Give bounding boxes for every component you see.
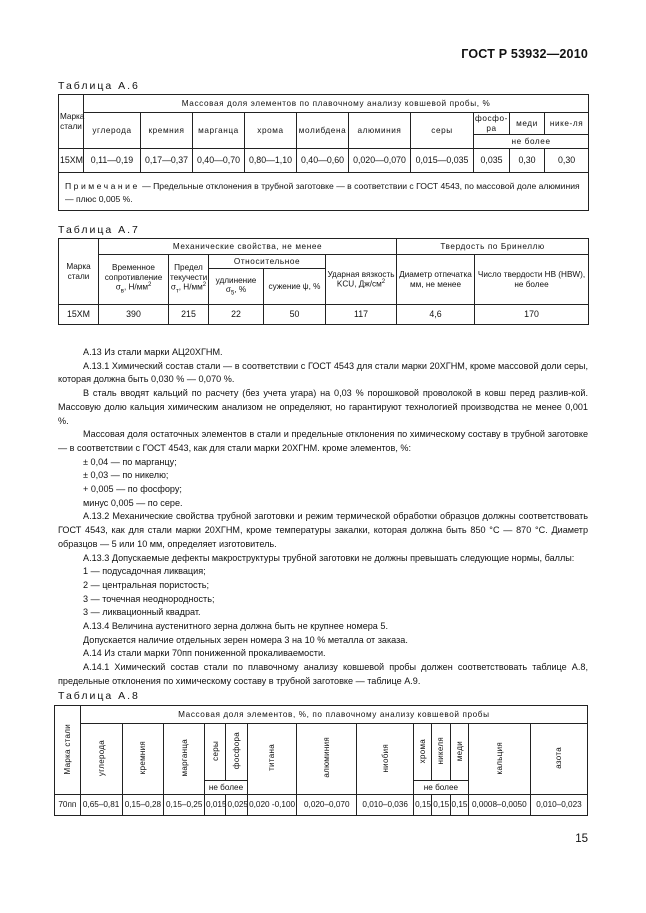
- list-item: 2 — центральная пористость;: [83, 579, 210, 590]
- paragraph: А.13.3 Допускаемые дефекты макроструктуры трубной заготовки не должны превышать следующие нормы, баллы:: [83, 552, 575, 563]
- table-a7-col-contraction: сужение ψ, %: [264, 269, 326, 305]
- table-a8-col-niobium: ниобия: [357, 724, 414, 795]
- table-a7-cell: 390: [99, 305, 169, 325]
- table-a6-col-copper: меди: [510, 113, 545, 135]
- table-a7-cell: 50: [264, 305, 326, 325]
- table-a8-not-more: не более: [414, 781, 469, 795]
- table-a8-cell: 0,020–0,070: [297, 795, 357, 816]
- paragraph: А.13.1 Химический состав стали — в соответствии с ГОСТ 4543 для стали марки 20ХГНМ, кроме массовой доли серы, которая должна быть 0,030 % — 0,070 %.: [58, 360, 588, 385]
- table-a6-group-header: Массовая доля элементов по плавочному анализу ковшевой пробы, %: [84, 95, 589, 113]
- list-item: + 0,005 — по фосфору;: [83, 484, 182, 495]
- paragraph: А.13 Из стали марки АЦ20ХГНМ.: [83, 347, 223, 357]
- table-a8-caption: Таблица А.8: [58, 690, 140, 702]
- list-item: 3 — ликвационный квадрат.: [83, 607, 201, 618]
- paragraph: А.14.1 Химический состав стали по плавочному анализу ковшевой пробы должен соответствовать таблице А.8, предельные отклонения по химическому составу в трубной заготовке — таблице А.9.: [58, 662, 588, 686]
- table-a8-col-copper: меди: [450, 724, 468, 781]
- table-a6-cell: 0,80—1,10: [245, 149, 297, 173]
- table-a6-col-chromium: хрома: [245, 113, 297, 149]
- table-a7-col-impact: Ударная вязкость KCU, $Дж/см^2$: [326, 255, 397, 305]
- table-a6-cell: 0,17—0,37: [141, 149, 193, 173]
- table-a8-cell: 0,15: [432, 795, 450, 816]
- table-a7-relative-header: Относительное: [209, 255, 326, 269]
- table-a7-mech-header: Механические свойства, не менее: [99, 239, 397, 255]
- body-text: [58, 346, 588, 689]
- table-a7-grade-header: Марка стали: [59, 239, 99, 305]
- table-a6-cell: 0,11—0,19: [84, 149, 141, 173]
- table-a8-col-nickel: никеля: [432, 724, 450, 781]
- page-number: 15: [575, 833, 588, 845]
- table-a8-cell: 0,15: [450, 795, 468, 816]
- list-item: 3 — точечная неоднородность;: [83, 593, 215, 604]
- table-a7-col-yield: Предел текучести $\sigma_т$, $Н/мм^2$: [169, 255, 209, 305]
- table-a6-note: [59, 173, 589, 211]
- list-item: минус 0,005 — по сере.: [83, 497, 183, 508]
- table-a7-cell: 22: [209, 305, 264, 325]
- table-a8-group-header: Массовая доля элементов, %, по плавочному анализу ковшевой пробы: [80, 706, 587, 724]
- table-a8: [54, 705, 588, 816]
- paragraph: Допускается наличие отдельных зерен номера 3 на 10 % металла от заказа.: [83, 634, 408, 645]
- table-a8-col-calcium: кальция: [468, 724, 530, 795]
- table-a6-cell: 0,40—0,60: [297, 149, 349, 173]
- note-text: — Предельные отклонения в трубной заготовке — в соответствии с ГОСТ 4543, по массовой доле алюминия — плюс 0,005 %.: [65, 180, 580, 204]
- table-a8-col-chromium: хрома: [414, 724, 432, 781]
- table-a6-col-sulfur: серы: [411, 113, 474, 149]
- table-a6-cell: 0,015—0,035: [411, 149, 474, 173]
- table-a8-cell: 0,65–0,81: [80, 795, 122, 816]
- table-a8-cell: 0,010–0,036: [357, 795, 414, 816]
- table-a8-cell: 0,020 -0,100: [247, 795, 296, 816]
- table-a8-col-sulfur: серы: [205, 724, 226, 781]
- table-a7-caption: Таблица А.7: [58, 224, 140, 236]
- table-a8-cell: 0,15–0,28: [122, 795, 164, 816]
- list-item: ± 0,04 — по марганцу;: [83, 456, 177, 467]
- table-a6-not-more: не более: [474, 135, 589, 149]
- table-a8-col-phosphorus: фосфора: [226, 724, 247, 781]
- table-a7-cell: 117: [326, 305, 397, 325]
- table-a8-grade-header: Марка стали: [55, 706, 81, 795]
- paragraph: В сталь вводят кальций по расчету (без учета угара) на 0,03 % порошковой проволокой в ковш перед разлив-кой. Массовую долю кальция химическим анализом не определяют, но гарантируют технологией производства не менее 0,001 %.: [58, 388, 588, 426]
- table-a6-cell: 0,30: [545, 149, 589, 173]
- table-a6-col-silicon: кремния: [141, 113, 193, 149]
- table-a7: [58, 238, 589, 325]
- paragraph: А.14 Из стали марки 70пп пониженной прокаливаемости.: [83, 648, 326, 659]
- note-label: Примечание: [65, 180, 140, 191]
- table-a7-col-hardness: Число твердости HB (HBW), не более: [475, 255, 589, 305]
- table-a6-caption: Таблица А.6: [58, 80, 140, 92]
- table-a6-col-carbon: углерода: [84, 113, 141, 149]
- table-a8-col-aluminium: алюминия: [297, 724, 357, 795]
- table-a7-cell: 4,6: [397, 305, 475, 325]
- table-a6-cell: 0,035: [474, 149, 510, 173]
- table-a7-cell: 170: [475, 305, 589, 325]
- table-a8-col-nitrogen: азота: [530, 724, 587, 795]
- paragraph: Массовая доля остаточных элементов в стали и предельные отклонения по химическому составу в трубной заготовке — в соответствии с ГОСТ 4543, как для стали марки 20ХГНМ. кроме элементов, %:: [58, 429, 588, 453]
- paragraph: А.13.4 Величина аустенитного зерна должна быть не крупнее номера 5.: [83, 621, 388, 632]
- table-a7-cell: 15ХМ: [59, 305, 99, 325]
- table-a8-col-manganese: марганца: [164, 724, 205, 795]
- table-a6-col-phosphorus: фосфо-ра: [475, 114, 508, 133]
- table-a6-col-molybdenum: молибдена: [297, 113, 349, 149]
- table-a6-col-nickel: нике-ля: [545, 113, 589, 135]
- table-a8-not-more: не более: [205, 781, 248, 795]
- table-a8-cell: 0,015: [205, 795, 226, 816]
- list-item: 1 — подусадочная ликвация;: [83, 566, 206, 577]
- table-a6: [58, 94, 589, 211]
- table-a8-col-titanium: титана: [247, 724, 296, 795]
- table-a6-cell: 0,30: [510, 149, 545, 173]
- table-a8-cell: 70пп: [55, 795, 81, 816]
- table-a6-col-aluminium: алюминия: [349, 113, 411, 149]
- table-a8-cell: 0,0008–0,0050: [468, 795, 530, 816]
- table-a8-col-silicon: кремния: [122, 724, 164, 795]
- table-a6-col-manganese: марганца: [193, 113, 245, 149]
- table-a7-col-diameter: Диаметр отпечатка мм, не менее: [397, 255, 475, 305]
- table-a6-cell: 0,40—0,70: [193, 149, 245, 173]
- table-a7-cell: 215: [169, 305, 209, 325]
- table-a7-col-elongation: удлинение $\sigma_5$, %: [209, 269, 264, 305]
- table-a8-cell: 0,010–0,023: [530, 795, 587, 816]
- table-a8-col-carbon: углерода: [80, 724, 122, 795]
- table-a6-grade-header: Марка стали: [59, 95, 84, 149]
- table-a7-hardness-header: Твердость по Бринеллю: [397, 239, 589, 255]
- table-a8-cell: 0,15: [414, 795, 432, 816]
- table-a6-cell: 0,020—0,070: [349, 149, 411, 173]
- document-header: ГОСТ Р 53932—2010: [461, 47, 588, 61]
- paragraph: А.13.2 Механические свойства трубной заготовки и режим термической обработки образцов должны соответствовать ГОСТ 4543, как для стали марки 20ХГНМ, кроме температуры закалки, которая должна быть 850 °С — 870 °С. Диаметр образцов — 5 или 10 мм, определяет изготовитель.: [58, 511, 588, 549]
- table-a7-col-strength: Временное сопротивление $\sigma_в$, $Н/мм^2$: [99, 255, 169, 305]
- table-a8-cell: 0,025: [226, 795, 247, 816]
- table-a8-cell: 0,15–0,25: [164, 795, 205, 816]
- list-item: ± 0,03 — по никелю;: [83, 470, 169, 481]
- table-a6-cell: 15ХМ: [59, 149, 84, 173]
